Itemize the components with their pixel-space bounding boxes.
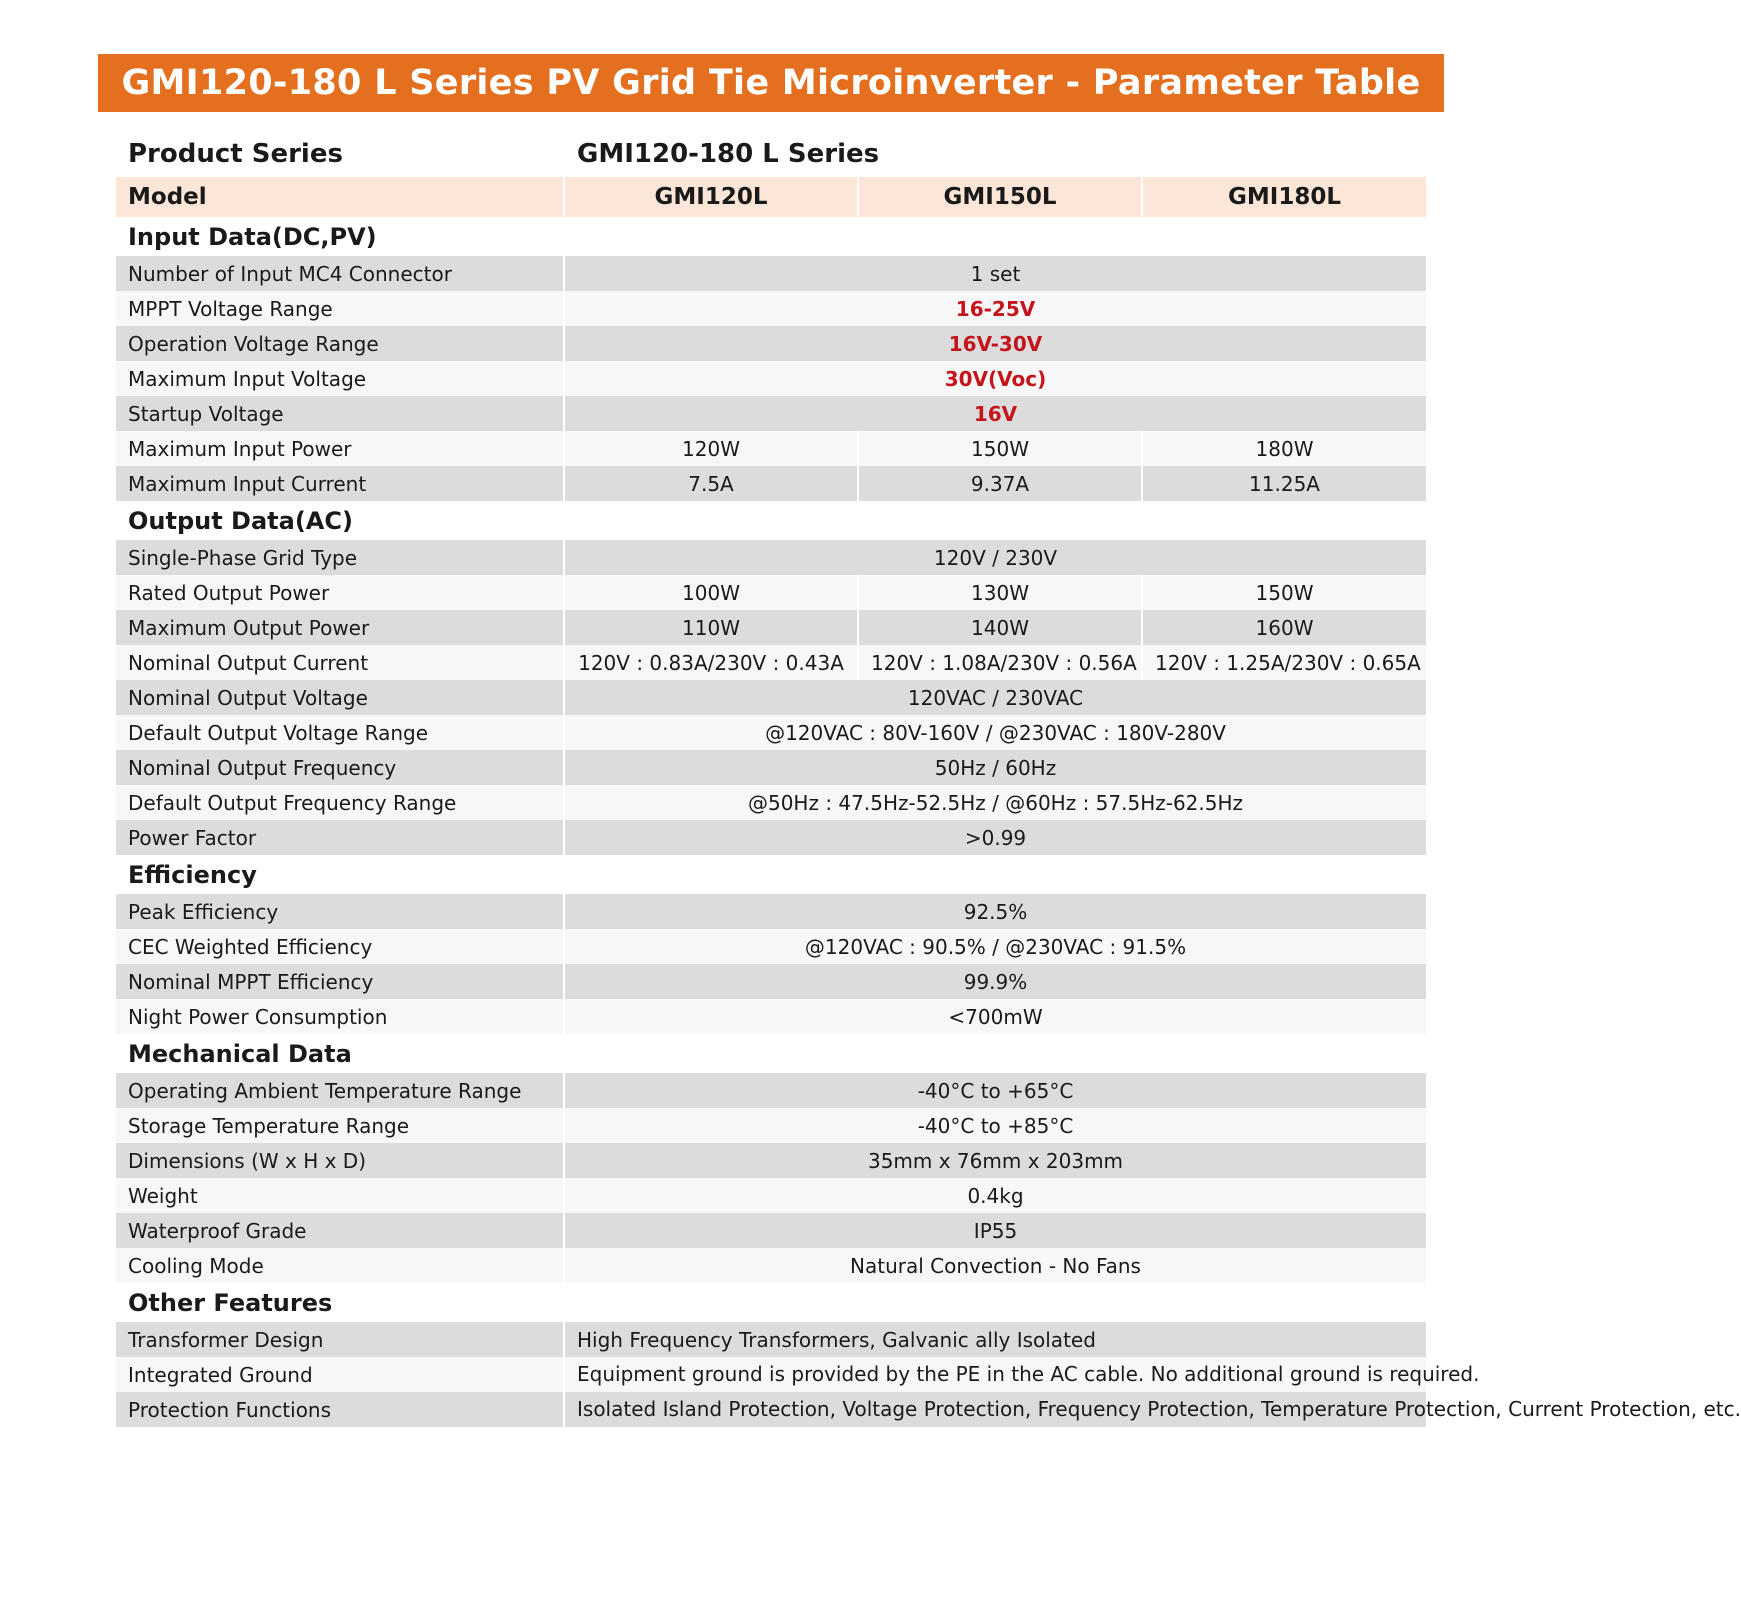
table-row [116, 785, 1426, 820]
row-value-highlight: 30V(Voc) [564, 361, 1426, 396]
row-value: 92.5% [564, 894, 1426, 929]
row-value: 11.25A [1142, 466, 1426, 501]
row-label: Number of Input MC4 Connector [116, 256, 564, 291]
table-row [116, 256, 1426, 291]
section-heading: Mechanical Data [116, 1034, 1426, 1073]
row-label: Single-Phase Grid Type [116, 540, 564, 575]
row-label: Weight [116, 1178, 564, 1213]
row-label: Nominal Output Frequency [116, 750, 564, 785]
table-row [116, 1392, 1426, 1427]
row-label: Maximum Input Power [116, 431, 564, 466]
table-row [116, 999, 1426, 1034]
row-value: 120V / 230V [564, 540, 1426, 575]
row-value: 180W [1142, 431, 1426, 466]
row-label: CEC Weighted Efficiency [116, 929, 564, 964]
table-row [116, 291, 1426, 326]
row-value: -40°C to +65°C [564, 1073, 1426, 1108]
table-row [116, 750, 1426, 785]
table-row [116, 894, 1426, 929]
section-efficiency-heading [116, 855, 1426, 894]
row-value: Isolated Island Protection, Voltage Protection, Frequency Protection, Temperature Protection, Current Protection, etc. [564, 1392, 1426, 1427]
row-label: Cooling Mode [116, 1248, 564, 1283]
row-label: Default Output Voltage Range [116, 715, 564, 750]
table-row [116, 1108, 1426, 1143]
section-heading: Output Data(AC) [116, 501, 1426, 540]
model-gmi120l: GMI120L [564, 177, 858, 217]
row-value: 120VAC / 230VAC [564, 680, 1426, 715]
row-label: Operating Ambient Temperature Range [116, 1073, 564, 1108]
row-value: 1 set [564, 256, 1426, 291]
table-row [116, 361, 1426, 396]
table-row [116, 575, 1426, 610]
row-label: Waterproof Grade [116, 1213, 564, 1248]
row-label: Rated Output Power [116, 575, 564, 610]
table-row [116, 1178, 1426, 1213]
row-value: @120VAC : 80V-160V / @230VAC : 180V-280V [564, 715, 1426, 750]
table-row [116, 680, 1426, 715]
row-label: Maximum Input Current [116, 466, 564, 501]
table-row [116, 645, 1426, 680]
row-value: GMI120-180 L Series [564, 131, 1426, 177]
row-label: Default Output Frequency Range [116, 785, 564, 820]
row-value: 110W [564, 610, 858, 645]
row-value: 35mm x 76mm x 203mm [564, 1143, 1426, 1178]
section-heading: Other Features [116, 1283, 1426, 1322]
table-row [116, 964, 1426, 999]
row-value: 0.4kg [564, 1178, 1426, 1213]
table-row [116, 431, 1426, 466]
table-row [116, 1073, 1426, 1108]
row-value: Equipment ground is provided by the PE in the AC cable. No additional ground is required. [564, 1357, 1426, 1392]
row-value: 130W [858, 575, 1142, 610]
section-other-heading [116, 1283, 1426, 1322]
row-label: Maximum Output Power [116, 610, 564, 645]
row-value: 150W [858, 431, 1142, 466]
row-label: Storage Temperature Range [116, 1108, 564, 1143]
row-value: 140W [858, 610, 1142, 645]
row-value: 120W [564, 431, 858, 466]
row-label: Power Factor [116, 820, 564, 855]
table-row [116, 1143, 1426, 1178]
section-input-heading [116, 217, 1426, 256]
product-series-row [116, 131, 1426, 177]
row-value: -40°C to +85°C [564, 1108, 1426, 1143]
row-value: 120V : 0.83A/230V : 0.43A [564, 645, 858, 680]
row-label: Protection Functions [116, 1392, 564, 1427]
section-heading: Input Data(DC,PV) [116, 217, 1426, 256]
row-value: 120V : 1.25A/230V : 0.65A [1142, 645, 1426, 680]
row-label: Nominal MPPT Efficiency [116, 964, 564, 999]
table-row [116, 929, 1426, 964]
table-title-banner: GMI120-180 L Series PV Grid Tie Microinverter - Parameter Table [98, 54, 1444, 112]
section-heading: Efficiency [116, 855, 1426, 894]
model-gmi180l: GMI180L [1142, 177, 1426, 217]
parameter-table [116, 131, 1741, 1427]
table-row [116, 610, 1426, 645]
table-row [116, 1357, 1426, 1392]
row-value: 9.37A [858, 466, 1142, 501]
section-output-heading [116, 501, 1426, 540]
row-value: 50Hz / 60Hz [564, 750, 1426, 785]
table-row [116, 1322, 1426, 1357]
section-mechanical-heading [116, 1034, 1426, 1073]
row-label: Peak Efficiency [116, 894, 564, 929]
table-row [116, 396, 1426, 431]
row-value-highlight: 16V [564, 396, 1426, 431]
row-value: 7.5A [564, 466, 858, 501]
row-value: <700mW [564, 999, 1426, 1034]
row-label: Startup Voltage [116, 396, 564, 431]
row-label: Nominal Output Current [116, 645, 564, 680]
table-row [116, 820, 1426, 855]
row-label: Transformer Design [116, 1322, 564, 1357]
row-label: MPPT Voltage Range [116, 291, 564, 326]
row-value: High Frequency Transformers, Galvanic ally Isolated [564, 1322, 1426, 1357]
row-value: IP55 [564, 1213, 1426, 1248]
table-row [116, 1213, 1426, 1248]
row-label: Operation Voltage Range [116, 326, 564, 361]
table-row [116, 1248, 1426, 1283]
row-label: Product Series [116, 131, 564, 177]
table-row [116, 715, 1426, 750]
row-value-highlight: 16V-30V [564, 326, 1426, 361]
row-value: 120V : 1.08A/230V : 0.56A [858, 645, 1142, 680]
row-value: @120VAC : 90.5% / @230VAC : 91.5% [564, 929, 1426, 964]
row-value: 150W [1142, 575, 1426, 610]
table-row [116, 466, 1426, 501]
row-value: 160W [1142, 610, 1426, 645]
row-value: @50Hz : 47.5Hz-52.5Hz / @60Hz : 57.5Hz-62.5Hz [564, 785, 1426, 820]
table-row [116, 326, 1426, 361]
row-value: 99.9% [564, 964, 1426, 999]
row-value: >0.99 [564, 820, 1426, 855]
table-row [116, 540, 1426, 575]
row-value: Natural Convection - No Fans [564, 1248, 1426, 1283]
model-gmi150l: GMI150L [858, 177, 1142, 217]
row-value: 100W [564, 575, 858, 610]
row-label: Night Power Consumption [116, 999, 564, 1034]
row-label: Model [116, 177, 564, 217]
row-label: Dimensions (W x H x D) [116, 1143, 564, 1178]
row-label: Nominal Output Voltage [116, 680, 564, 715]
row-label: Integrated Ground [116, 1357, 564, 1392]
row-label: Maximum Input Voltage [116, 361, 564, 396]
row-value-highlight: 16-25V [564, 291, 1426, 326]
model-row [116, 177, 1426, 217]
